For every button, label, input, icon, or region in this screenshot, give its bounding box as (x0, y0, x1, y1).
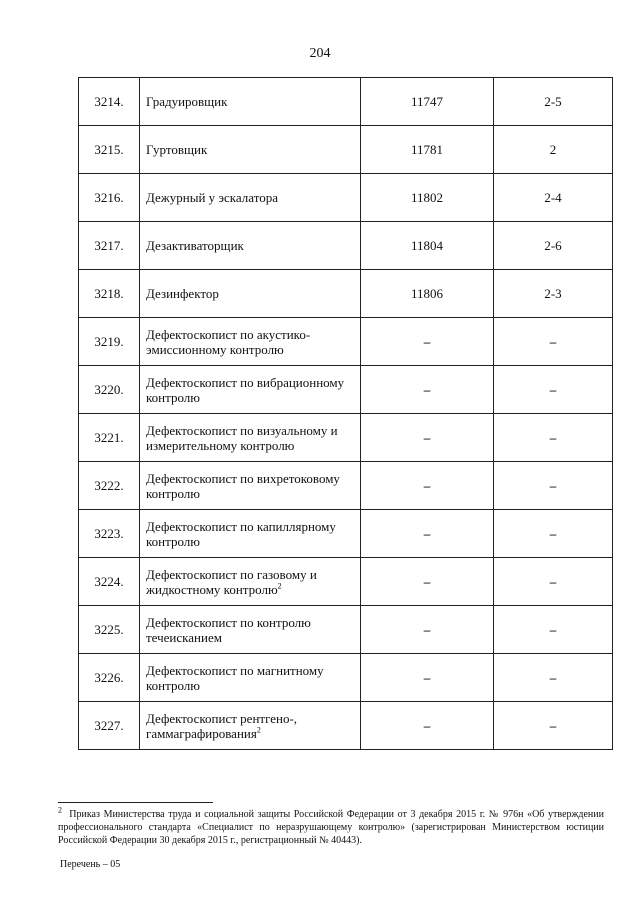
table-row (79, 174, 613, 222)
table-row (79, 270, 613, 318)
profession-name-cell (140, 78, 361, 126)
profession-code: – (361, 510, 494, 558)
grade-range: 2-5 (494, 78, 613, 126)
profession-name-cell (140, 606, 361, 654)
profession-code: 11747 (361, 78, 494, 126)
profession-code: 11802 (361, 174, 494, 222)
professions-table-body (79, 78, 613, 750)
table-row (79, 366, 613, 414)
profession-code: – (361, 702, 494, 750)
table-row (79, 222, 613, 270)
table-row (79, 558, 613, 606)
grade-range: – (494, 462, 613, 510)
profession-name: Дезинфектор (146, 286, 219, 301)
profession-name: Дефектоскопист по газовому и жидкостному контролю (146, 566, 317, 597)
profession-name-cell (140, 414, 361, 462)
profession-code: – (361, 414, 494, 462)
row-number: 3223. (79, 510, 140, 558)
table-row (79, 510, 613, 558)
row-number: 3215. (79, 126, 140, 174)
row-number: 3225. (79, 606, 140, 654)
row-number: 3214. (79, 78, 140, 126)
table-row (79, 462, 613, 510)
profession-name-cell (140, 510, 361, 558)
profession-code: 11781 (361, 126, 494, 174)
row-number: 3227. (79, 702, 140, 750)
grade-range: 2 (494, 126, 613, 174)
row-number: 3221. (79, 414, 140, 462)
profession-code: – (361, 558, 494, 606)
grade-range: – (494, 366, 613, 414)
profession-name: Дефектоскопист по акустико-эмиссионному контролю (146, 326, 311, 357)
profession-name: Дефектоскопист по визуальному и измерительному контролю (146, 422, 338, 453)
table-row (79, 414, 613, 462)
row-number: 3217. (79, 222, 140, 270)
footnote-divider (58, 802, 213, 803)
footnote-text: Приказ Министерства труда и социальной защиты Российской Федерации от 3 декабря 2015 г. № 976н «Об утверждении профессионального стандарта «Специалист по неразрушающему контролю» (зарегистрирован Министерством юстиции Российской Федерации 30 декабря 2015 г., регистрационный № 40443). (58, 809, 604, 846)
grade-range: 2-3 (494, 270, 613, 318)
grade-range: – (494, 318, 613, 366)
profession-name: Гуртовщик (146, 142, 208, 157)
profession-name: Дежурный у эскалатора (146, 190, 278, 205)
row-number: 3219. (79, 318, 140, 366)
row-number: 3218. (79, 270, 140, 318)
footnote (58, 805, 604, 847)
profession-name: Дефектоскопист рентгено-, гаммаграфирования (146, 710, 298, 741)
footnote-reference: 2 (256, 725, 261, 735)
page-number: 204 (309, 46, 331, 61)
table-row (79, 606, 613, 654)
page-footer: Перечень – 05 (60, 859, 121, 870)
profession-name-cell (140, 222, 361, 270)
profession-name: Дефектоскопист по вибрационному контролю (146, 374, 345, 405)
footnote-marker: 2 (58, 805, 62, 815)
grade-range: – (494, 654, 613, 702)
row-number: 3220. (79, 366, 140, 414)
grade-range: 2-6 (494, 222, 613, 270)
profession-code: – (361, 606, 494, 654)
grade-range: – (494, 510, 613, 558)
profession-name-cell (140, 366, 361, 414)
row-number: 3222. (79, 462, 140, 510)
grade-range: – (494, 606, 613, 654)
profession-name-cell (140, 558, 361, 606)
profession-name-cell (140, 654, 361, 702)
profession-code: 11806 (361, 270, 494, 318)
profession-code: – (361, 318, 494, 366)
row-number: 3224. (79, 558, 140, 606)
grade-range: – (494, 414, 613, 462)
profession-code: – (361, 462, 494, 510)
profession-name-cell (140, 126, 361, 174)
professions-table (78, 77, 613, 750)
table-row (79, 702, 613, 750)
profession-name: Градуировщик (146, 94, 228, 109)
profession-name-cell (140, 462, 361, 510)
row-number: 3216. (79, 174, 140, 222)
profession-name-cell (140, 174, 361, 222)
profession-name: Дефектоскопист по капиллярному контролю (146, 518, 336, 549)
profession-name-cell (140, 318, 361, 366)
profession-code: – (361, 654, 494, 702)
footnote-reference: 2 (277, 581, 282, 591)
table-row (79, 126, 613, 174)
profession-name-cell (140, 702, 361, 750)
table-row (79, 318, 613, 366)
profession-name-cell (140, 270, 361, 318)
profession-code: – (361, 366, 494, 414)
profession-code: 11804 (361, 222, 494, 270)
grade-range: 2-4 (494, 174, 613, 222)
profession-name: Дезактиваторщик (146, 238, 244, 253)
profession-name: Дефектоскопист по контролю течеисканием (146, 614, 311, 645)
row-number: 3226. (79, 654, 140, 702)
table-row (79, 78, 613, 126)
profession-name: Дефектоскопист по магнитному контролю (146, 662, 324, 693)
grade-range: – (494, 702, 613, 750)
table-row (79, 654, 613, 702)
grade-range: – (494, 558, 613, 606)
profession-name: Дефектоскопист по вихретоковому контролю (146, 470, 340, 501)
